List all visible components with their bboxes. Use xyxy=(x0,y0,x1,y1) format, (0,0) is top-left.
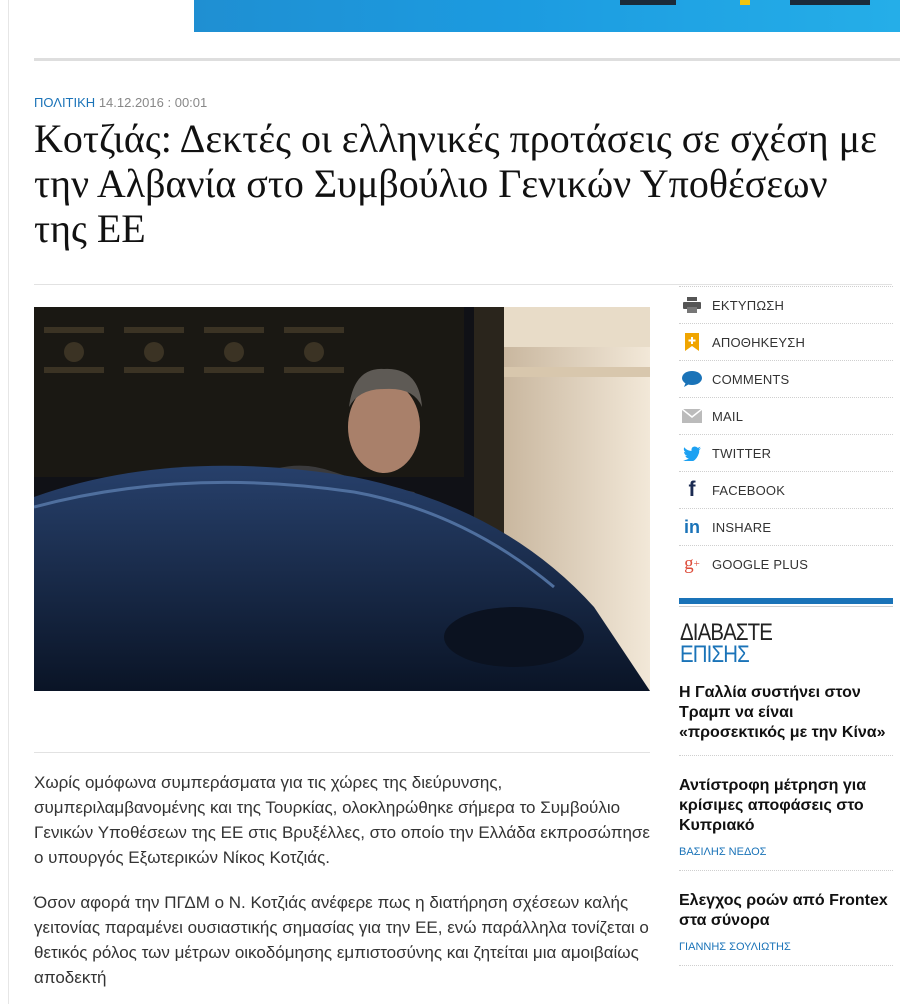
article-paragraph: Όσον αφορά την ΠΓΔΜ ο Ν. Κοτζιάς ανέφερε πως η διατήρηση σχέσεων καλής γειτονίας παραμένει ουσιαστικής σημασίας για την ΕΕ, ενώ παράλληλα τονίζεται ο θετικός ρόλος των μέτρων οικοδόμησης εμπιστοσύνης και ζητείται μια αμοιβαίως αποδεκτή xyxy=(34,893,649,987)
share-item-print[interactable] xyxy=(679,286,893,323)
read-also-title[interactable]: Η Γαλλία συστήνει στον Τραμπ να είναι «προσεκτικός με την Κίνα» xyxy=(679,684,886,741)
twitter-icon xyxy=(681,444,703,462)
banner-mark xyxy=(620,0,676,5)
share-label: FACEBOOK xyxy=(712,482,786,498)
share-item-inshare[interactable] xyxy=(679,508,893,545)
share-item-save[interactable] xyxy=(679,323,893,360)
article-paragraph: Χωρίς ομόφωνα συμπεράσματα για τις χώρες της διεύρυνσης, συμπεριλαμβανομένης και της Τουρκίας, ολοκληρώθηκε σήμερα το Συμβούλιο Γενικών Υποθέσεων της ΕΕ στις Βρυξέλλες, στο οποίο την Ελλάδα εκπροσώπησε ο υπουργός Εξωτερικών Νίκος Κοτζιάς. xyxy=(34,773,650,867)
title-divider xyxy=(34,284,892,285)
image-divider xyxy=(34,752,650,753)
article-date: 14.12.2016 : 00:01 xyxy=(98,95,208,110)
share-tools xyxy=(679,286,893,582)
page-left-border xyxy=(8,0,9,1004)
read-also-list xyxy=(679,683,893,986)
share-label: GOOGLE PLUS xyxy=(712,556,809,572)
read-also-title[interactable]: Ελεγχος ροών από Frontex στα σύνορα xyxy=(679,892,888,929)
read-also-author[interactable]: ΒΑΣΙΛΗΣ ΝΕΔΟΣ xyxy=(679,846,767,858)
linkedin-icon: in xyxy=(684,516,700,537)
read-also-heading-line2: ΕΠΙΣΗΣ xyxy=(680,641,749,668)
article-photo xyxy=(34,307,650,691)
share-label: ΕΚΤΥΠΩΣΗ xyxy=(712,297,785,313)
read-also-rule xyxy=(679,606,893,607)
facebook-icon: f xyxy=(688,478,696,501)
save-icon xyxy=(681,333,703,351)
share-label: INSHARE xyxy=(712,519,772,535)
top-banner-ad[interactable] xyxy=(194,0,900,32)
share-item-mail[interactable] xyxy=(679,397,893,434)
read-also-title[interactable]: Αντίστροφη μέτρηση για κρίσιμες αποφάσεις στο Κυπριακό xyxy=(679,777,867,834)
google-plus-icon: g + xyxy=(684,553,700,574)
read-also-heading-line1: ΔΙΑΒΑΣΤΕ xyxy=(680,619,772,646)
banner-mark xyxy=(790,0,870,5)
read-also-bar xyxy=(679,598,893,604)
mail-icon xyxy=(681,407,703,425)
share-item-facebook[interactable] xyxy=(679,471,893,508)
read-also-author[interactable]: ΓΙΑΝΝΗΣ ΣΟΥΛΙΩΤΗΣ xyxy=(679,941,791,953)
read-also-heading xyxy=(680,619,772,668)
article-title: Κοτζιάς: Δεκτές οι ελληνικές προτάσεις σε σχέση με την Αλβανία στο Συμβούλιο Γενικών Υποθέσεων της ΕΕ xyxy=(34,116,877,251)
header-divider xyxy=(34,58,900,61)
read-also-item[interactable] xyxy=(679,891,893,966)
read-also-item[interactable] xyxy=(679,683,893,756)
print-icon xyxy=(681,296,703,314)
share-label: ΑΠΟΘΗΚΕΥΣΗ xyxy=(712,334,806,350)
comments-icon xyxy=(681,370,703,388)
article-category[interactable]: ΠΟΛΙΤΙΚΗ xyxy=(34,95,96,110)
read-also-item[interactable] xyxy=(679,776,893,871)
article-body xyxy=(34,770,650,1004)
share-label: TWITTER xyxy=(712,445,772,461)
article-meta xyxy=(34,95,207,110)
share-item-twitter[interactable] xyxy=(679,434,893,471)
share-item-comments[interactable] xyxy=(679,360,893,397)
share-label: MAIL xyxy=(712,408,744,424)
banner-mark-accent xyxy=(740,0,750,5)
share-item-google-plus[interactable] xyxy=(679,545,893,582)
share-label: COMMENTS xyxy=(712,371,790,387)
